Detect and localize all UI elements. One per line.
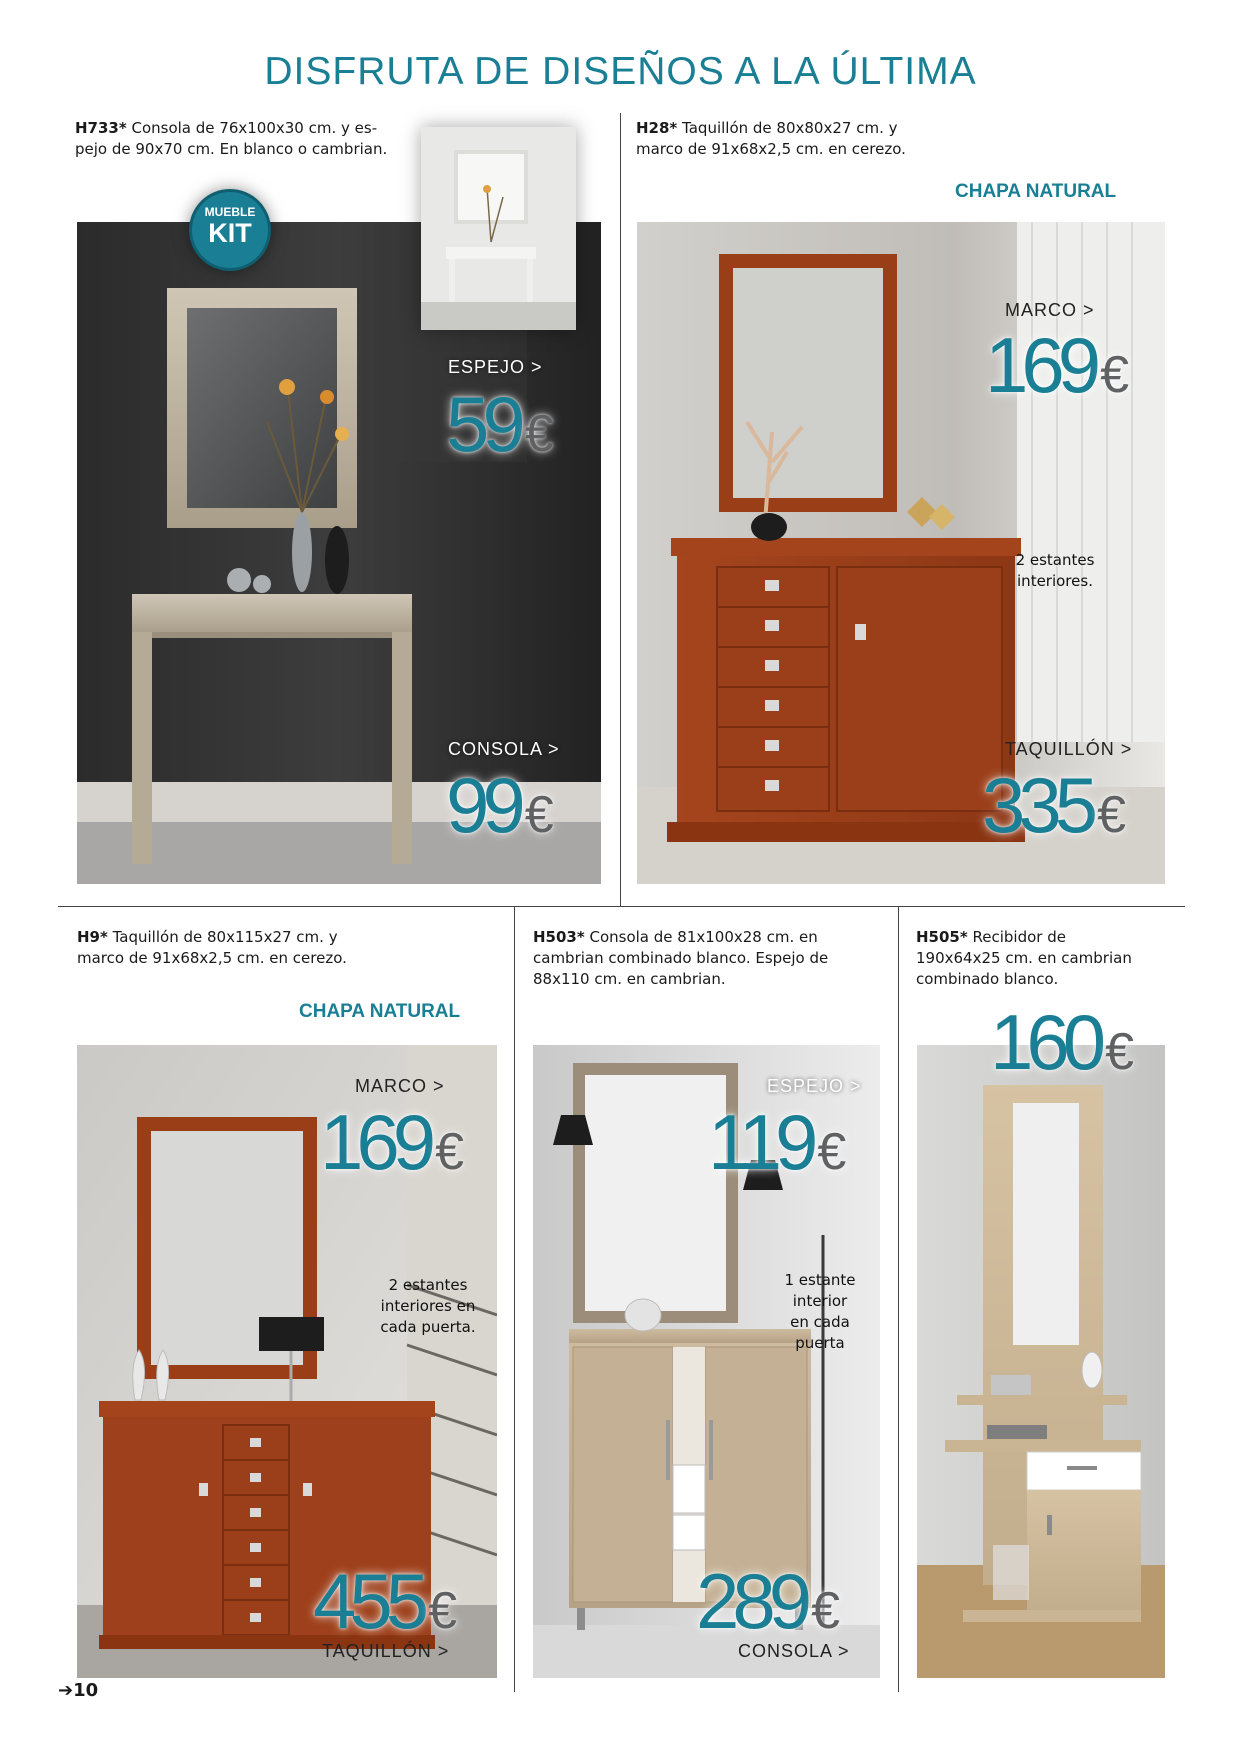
currency-symbol: € bbox=[1105, 1023, 1135, 1081]
currency-symbol: € bbox=[524, 405, 554, 463]
currency-symbol: € bbox=[428, 1582, 458, 1640]
divider-vertical-bottom-right bbox=[898, 907, 899, 1692]
page-number-value: 10 bbox=[73, 1680, 99, 1701]
description-line: Recibidor de bbox=[967, 928, 1066, 946]
price-frame bbox=[985, 321, 1130, 409]
product-code: H503* bbox=[533, 928, 585, 946]
product-description-h505 bbox=[916, 927, 1216, 990]
page-title: DISFRUTA DE DISEÑOS A LA ÚLTIMA bbox=[264, 50, 977, 93]
badge-bottom-text: KIT bbox=[208, 218, 252, 248]
note-shelves bbox=[1000, 550, 1110, 592]
price-mirror bbox=[708, 1098, 847, 1186]
label-cabinet: TAQUILLÓN > bbox=[1005, 739, 1133, 759]
description-line: marco de 91x68x2,5 cm. en cerezo. bbox=[77, 949, 347, 967]
product-code: H9* bbox=[77, 928, 108, 946]
note-line: 2 estantes bbox=[388, 1276, 468, 1294]
note-line: interior bbox=[792, 1292, 848, 1310]
price-cabinet bbox=[982, 761, 1127, 849]
description-line: combinado blanco. bbox=[916, 970, 1059, 988]
product-description-h28 bbox=[636, 118, 976, 160]
currency-symbol: € bbox=[1097, 786, 1127, 844]
label-cabinet: TAQUILLÓN > bbox=[322, 1641, 450, 1661]
price-amount: 59 bbox=[446, 380, 519, 468]
label-console: CONSOLA > bbox=[738, 1641, 850, 1661]
note-line: interiores en bbox=[380, 1297, 476, 1315]
divider-vertical-top bbox=[620, 113, 621, 906]
price-amount: 99 bbox=[446, 761, 519, 849]
product-description-h733 bbox=[75, 118, 415, 160]
currency-symbol: € bbox=[1100, 346, 1130, 404]
white-console-thumbnail bbox=[421, 127, 576, 330]
product-code: H28* bbox=[636, 119, 678, 137]
description-line: 190x64x25 cm. en cambrian bbox=[916, 949, 1132, 967]
description-line: cambrian combinado blanco. Espejo de bbox=[533, 949, 829, 967]
product-thumbnail-white bbox=[421, 127, 576, 330]
note-line: 2 estantes bbox=[1015, 551, 1095, 569]
product-photo-h505 bbox=[917, 1045, 1165, 1678]
divider-horizontal bbox=[58, 906, 1185, 907]
price-amount: 335 bbox=[982, 761, 1092, 849]
currency-symbol: € bbox=[435, 1123, 465, 1181]
product-code: H733* bbox=[75, 119, 127, 137]
note-line: en cada bbox=[790, 1313, 850, 1331]
hall-unit-illustration bbox=[917, 1045, 1165, 1678]
price-console bbox=[696, 1557, 841, 1645]
note-shelves bbox=[770, 1270, 870, 1354]
note-line: puerta bbox=[795, 1334, 845, 1352]
price-amount: 119 bbox=[708, 1098, 812, 1186]
price-console bbox=[446, 761, 554, 849]
label-console: CONSOLA > bbox=[448, 739, 560, 759]
description-line: Taquillón de 80x115x27 cm. y bbox=[107, 928, 338, 946]
description-line: marco de 91x68x2,5 cm. en cerezo. bbox=[636, 140, 906, 158]
note-line: cada puerta. bbox=[380, 1318, 476, 1336]
tag-chapa-natural: CHAPA NATURAL bbox=[955, 181, 1117, 202]
price-amount: 169 bbox=[320, 1098, 430, 1186]
badge-top-text: MUEBLE bbox=[204, 205, 256, 219]
note-line: 1 estante bbox=[784, 1271, 856, 1289]
currency-symbol: € bbox=[817, 1123, 847, 1181]
price-cabinet bbox=[313, 1557, 458, 1645]
page-number bbox=[58, 1680, 98, 1701]
currency-symbol: € bbox=[811, 1582, 841, 1640]
product-code: H505* bbox=[916, 928, 968, 946]
label-mirror: ESPEJO > bbox=[767, 1076, 862, 1096]
arrow-right-icon: ➔ bbox=[58, 1680, 74, 1701]
currency-symbol: € bbox=[524, 786, 554, 844]
tag-chapa-natural: CHAPA NATURAL bbox=[299, 1001, 461, 1022]
price-mirror bbox=[446, 380, 554, 468]
label-frame: MARCO > bbox=[355, 1076, 445, 1096]
label-frame: MARCO > bbox=[1005, 300, 1095, 320]
description-line: Taquillón de 80x80x27 cm. y bbox=[677, 119, 898, 137]
label-mirror: ESPEJO > bbox=[448, 357, 543, 377]
description-line: Consola de 81x100x28 cm. en bbox=[584, 928, 818, 946]
divider-vertical-bottom-left bbox=[514, 907, 515, 1692]
price-amount: 169 bbox=[985, 321, 1095, 409]
mueble-kit-badge bbox=[192, 192, 268, 268]
product-description-h9 bbox=[77, 927, 457, 969]
product-description-h503 bbox=[533, 927, 883, 990]
price-amount: 289 bbox=[696, 1557, 806, 1645]
note-shelves bbox=[368, 1275, 488, 1338]
price-frame bbox=[320, 1098, 465, 1186]
description-line: Consola de 76x100x30 cm. y es- bbox=[126, 119, 378, 137]
price-amount: 160 bbox=[990, 998, 1100, 1086]
description-line: 88x110 cm. en cambrian. bbox=[533, 970, 726, 988]
price-amount: 455 bbox=[313, 1557, 423, 1645]
price-hall-unit bbox=[990, 998, 1135, 1086]
note-line: interiores. bbox=[1017, 572, 1093, 590]
description-line: pejo de 90x70 cm. En blanco o cambrian. bbox=[75, 140, 388, 158]
